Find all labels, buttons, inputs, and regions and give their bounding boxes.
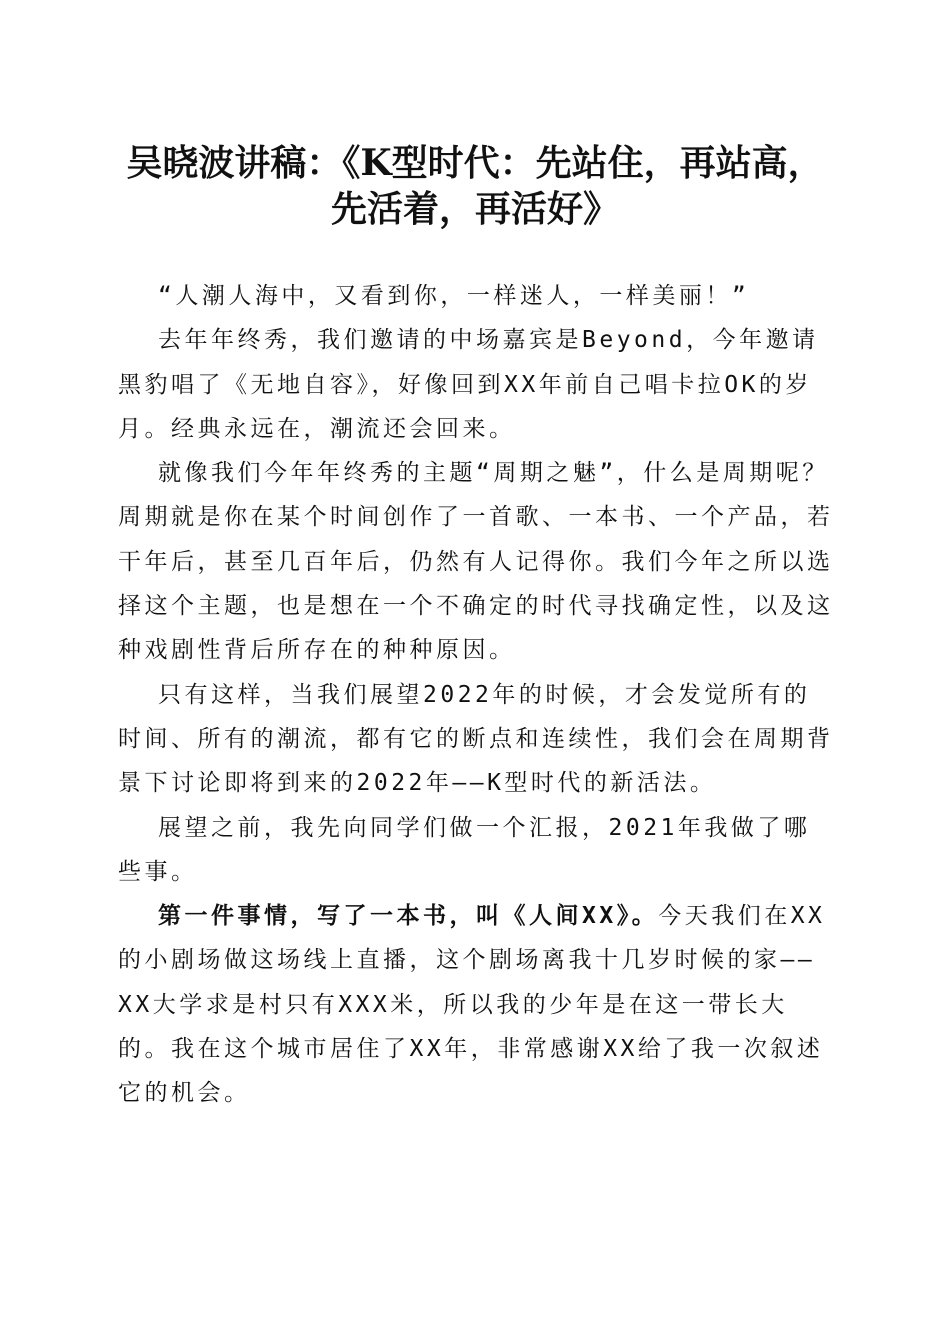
paragraph-report-2021: 展望之前，我先向同学们做一个汇报，2021年我做了哪些事。 [118,814,811,885]
paragraph-outlook-2022: 只有这样，当我们展望2022年的时候，才会发觉所有的时间、所有的潮流，都有它的断点和连续性，我们会在周期背景下讨论即将到来的2022年——K型时代的新活法。 [118,681,834,797]
paragraph-first-thing [118,894,836,1115]
document-body [118,274,836,1116]
paragraph-first-thing-lead: 第一件事情，写了一本书，叫《人间XX》。 [158,903,659,930]
paragraph-quote: “人潮人海中，又看到你，一样迷人，一样美丽！” [158,283,750,309]
document-title-line-2: 先活着，再活好》 [330,188,619,230]
paragraph-year-end-show: 去年年终秀，我们邀请的中场嘉宾是Beyond，今年邀请黑豹唱了《无地自容》，好像回到XX年前自己唱卡拉OK的岁月。经典永远在，潮流还会回来。 [118,327,819,442]
paragraph-first-thing-rest: 今天我们在XX的小剧场做这场线上直播，这个剧场离我十几岁时候的家——XX大学求是村只有XXX米，所以我的少年是在这一带长大的。我在这个城市居住了XX年，非常感谢XX给了我一次叙述它的机会。 [118,903,826,1107]
paragraph-cycle-theme: 就像我们今年年终秀的主题“周期之魅”，什么是周期呢？周期就是你在某个时间创作了一首歌、一本书、一个产品，若干年后，甚至几百年后，仍然有人记得你。我们今年之所以选择这个主题，也是想在一个不确定的时代寻找确定性，以及这种戏剧性背后所存在的种种原因。 [118,460,834,664]
document-title-line-1: 吴晓波讲稿：《K型时代：先站住，再站高， [126,142,824,184]
